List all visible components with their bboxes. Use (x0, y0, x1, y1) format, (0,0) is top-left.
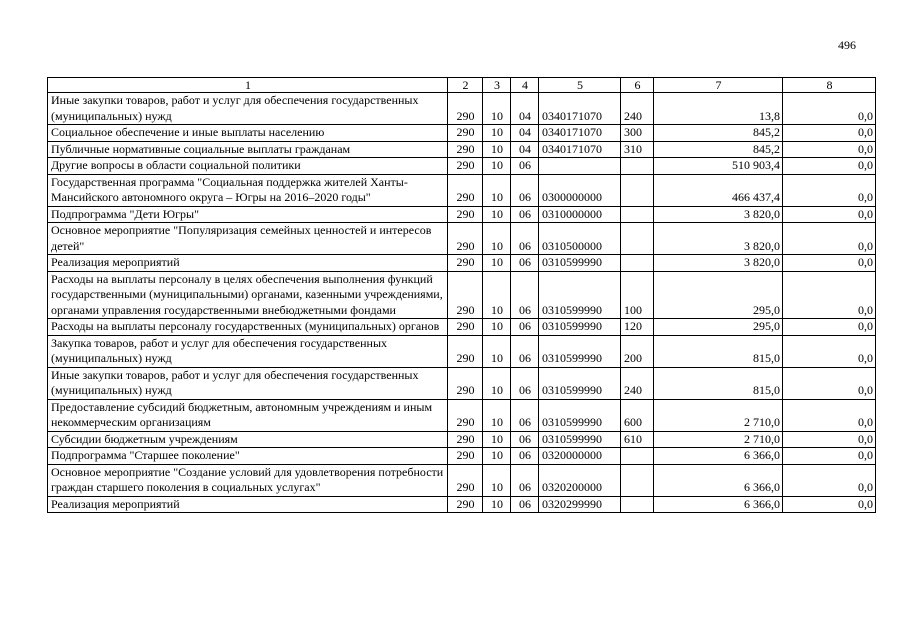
row-code-6-cell: 600 (621, 399, 654, 431)
row-code-5-cell: 0340171070 (539, 141, 621, 158)
row-code-6-cell (621, 464, 654, 496)
table-row (48, 367, 876, 399)
row-amount-7-cell: 845,2 (654, 125, 783, 142)
row-code-2-cell: 290 (448, 496, 483, 513)
table-row (48, 271, 876, 319)
row-amount-8-cell: 0,0 (783, 367, 876, 399)
row-code-4-cell: 06 (511, 399, 539, 431)
row-code-3-cell: 10 (483, 271, 511, 319)
table-row (48, 223, 876, 255)
row-amount-7-cell: 295,0 (654, 319, 783, 336)
row-code-4-cell: 06 (511, 319, 539, 336)
row-code-3-cell: 10 (483, 93, 511, 125)
row-code-3-cell: 10 (483, 223, 511, 255)
row-code-6-cell: 310 (621, 141, 654, 158)
row-code-4-cell: 06 (511, 464, 539, 496)
row-name-cell: Закупка товаров, работ и услуг для обеспечения государственных (муниципальных) нужд (48, 335, 448, 367)
row-amount-8-cell: 0,0 (783, 496, 876, 513)
column-header-5: 5 (539, 78, 621, 93)
row-code-6-cell: 100 (621, 271, 654, 319)
row-code-4-cell: 06 (511, 223, 539, 255)
row-code-2-cell: 290 (448, 93, 483, 125)
row-code-5-cell: 0310599990 (539, 399, 621, 431)
row-amount-7-cell: 3 820,0 (654, 206, 783, 223)
row-code-2-cell: 290 (448, 367, 483, 399)
row-amount-8-cell: 0,0 (783, 206, 876, 223)
table-row (48, 93, 876, 125)
row-name-cell: Государственная программа "Социальная поддержка жителей Ханты-Мансийского автономного округа – Югры на 2016–2020 годы" (48, 174, 448, 206)
column-header-3: 3 (483, 78, 511, 93)
row-code-6-cell (621, 174, 654, 206)
row-code-3-cell: 10 (483, 206, 511, 223)
row-code-5-cell: 0320299990 (539, 496, 621, 513)
table-row (48, 141, 876, 158)
row-code-4-cell: 04 (511, 125, 539, 142)
budget-table (47, 77, 876, 513)
row-code-4-cell: 04 (511, 93, 539, 125)
row-code-4-cell: 06 (511, 174, 539, 206)
row-amount-7-cell: 6 366,0 (654, 496, 783, 513)
table-row (48, 206, 876, 223)
row-code-4-cell: 04 (511, 141, 539, 158)
row-code-2-cell: 290 (448, 448, 483, 465)
row-amount-7-cell: 845,2 (654, 141, 783, 158)
row-code-4-cell: 06 (511, 496, 539, 513)
row-amount-7-cell: 6 366,0 (654, 448, 783, 465)
table-row (48, 431, 876, 448)
row-code-3-cell: 10 (483, 125, 511, 142)
row-code-4-cell: 06 (511, 158, 539, 175)
row-name-cell: Подпрограмма "Дети Югры" (48, 206, 448, 223)
row-code-2-cell: 290 (448, 206, 483, 223)
row-code-5-cell: 0310599990 (539, 367, 621, 399)
row-amount-8-cell: 0,0 (783, 255, 876, 272)
row-code-6-cell: 200 (621, 335, 654, 367)
row-code-5-cell: 0320000000 (539, 448, 621, 465)
row-code-3-cell: 10 (483, 448, 511, 465)
row-amount-7-cell: 3 820,0 (654, 223, 783, 255)
row-code-4-cell: 06 (511, 448, 539, 465)
row-name-cell: Подпрограмма "Старшее поколение" (48, 448, 448, 465)
row-name-cell: Иные закупки товаров, работ и услуг для обеспечения государственных (муниципальных) нужд (48, 367, 448, 399)
row-code-3-cell: 10 (483, 255, 511, 272)
row-code-3-cell: 10 (483, 158, 511, 175)
row-code-2-cell: 290 (448, 223, 483, 255)
row-code-5-cell: 0310599990 (539, 255, 621, 272)
row-code-5-cell: 0310599990 (539, 431, 621, 448)
row-code-3-cell: 10 (483, 335, 511, 367)
row-code-3-cell: 10 (483, 319, 511, 336)
row-amount-7-cell: 295,0 (654, 271, 783, 319)
table-row (48, 158, 876, 175)
row-code-4-cell: 06 (511, 431, 539, 448)
column-header-7: 7 (654, 78, 783, 93)
row-code-2-cell: 290 (448, 399, 483, 431)
header-row (48, 78, 876, 93)
column-header-6: 6 (621, 78, 654, 93)
page-number: 496 (838, 38, 856, 52)
row-amount-7-cell: 2 710,0 (654, 399, 783, 431)
row-code-5-cell (539, 158, 621, 175)
row-name-cell: Иные закупки товаров, работ и услуг для обеспечения государственных (муниципальных) нужд (48, 93, 448, 125)
row-code-5-cell: 0310599990 (539, 319, 621, 336)
row-amount-7-cell: 2 710,0 (654, 431, 783, 448)
column-header-4: 4 (511, 78, 539, 93)
row-code-2-cell: 290 (448, 319, 483, 336)
row-code-2-cell: 290 (448, 158, 483, 175)
row-name-cell: Основное мероприятие "Создание условий для удовлетворения потребности граждан старшего поколения в социальных услугах" (48, 464, 448, 496)
row-code-3-cell: 10 (483, 496, 511, 513)
row-amount-8-cell: 0,0 (783, 141, 876, 158)
row-code-5-cell: 0310599990 (539, 271, 621, 319)
row-code-6-cell: 120 (621, 319, 654, 336)
row-name-cell: Предоставление субсидий бюджетным, автономным учреждениям и иным некоммерческим организациям (48, 399, 448, 431)
row-code-4-cell: 06 (511, 255, 539, 272)
row-name-cell: Реализация мероприятий (48, 255, 448, 272)
row-name-cell: Субсидии бюджетным учреждениям (48, 431, 448, 448)
row-amount-7-cell: 466 437,4 (654, 174, 783, 206)
row-code-3-cell: 10 (483, 431, 511, 448)
row-name-cell: Основное мероприятие "Популяризация семейных ценностей и интересов детей" (48, 223, 448, 255)
row-code-5-cell: 0310599990 (539, 335, 621, 367)
row-amount-7-cell: 815,0 (654, 367, 783, 399)
table-row (48, 399, 876, 431)
row-code-3-cell: 10 (483, 399, 511, 431)
table-row (48, 496, 876, 513)
row-amount-8-cell: 0,0 (783, 174, 876, 206)
row-code-2-cell: 290 (448, 271, 483, 319)
row-code-6-cell (621, 206, 654, 223)
row-amount-8-cell: 0,0 (783, 431, 876, 448)
table-row (48, 448, 876, 465)
column-header-1: 1 (48, 78, 448, 93)
row-code-6-cell (621, 496, 654, 513)
row-code-4-cell: 06 (511, 206, 539, 223)
row-code-2-cell: 290 (448, 464, 483, 496)
row-code-4-cell: 06 (511, 367, 539, 399)
row-amount-7-cell: 510 903,4 (654, 158, 783, 175)
table-row (48, 255, 876, 272)
table-row (48, 335, 876, 367)
table-body (48, 78, 876, 513)
row-name-cell: Публичные нормативные социальные выплаты гражданам (48, 141, 448, 158)
row-amount-8-cell: 0,0 (783, 271, 876, 319)
row-code-5-cell: 0320200000 (539, 464, 621, 496)
row-code-3-cell: 10 (483, 174, 511, 206)
row-amount-7-cell: 815,0 (654, 335, 783, 367)
row-name-cell: Социальное обеспечение и иные выплаты населению (48, 125, 448, 142)
table-row (48, 319, 876, 336)
row-amount-8-cell: 0,0 (783, 335, 876, 367)
row-code-2-cell: 290 (448, 335, 483, 367)
row-amount-8-cell: 0,0 (783, 93, 876, 125)
row-code-3-cell: 10 (483, 367, 511, 399)
row-code-4-cell: 06 (511, 335, 539, 367)
row-code-4-cell: 06 (511, 271, 539, 319)
row-amount-8-cell: 0,0 (783, 319, 876, 336)
row-amount-8-cell: 0,0 (783, 158, 876, 175)
row-code-2-cell: 290 (448, 125, 483, 142)
row-amount-8-cell: 0,0 (783, 464, 876, 496)
column-header-2: 2 (448, 78, 483, 93)
row-code-6-cell: 240 (621, 367, 654, 399)
row-code-3-cell: 10 (483, 464, 511, 496)
row-code-5-cell: 0310000000 (539, 206, 621, 223)
row-amount-7-cell: 3 820,0 (654, 255, 783, 272)
row-code-2-cell: 290 (448, 174, 483, 206)
column-header-8: 8 (783, 78, 876, 93)
row-code-6-cell: 610 (621, 431, 654, 448)
row-code-5-cell: 0340171070 (539, 125, 621, 142)
row-code-6-cell (621, 158, 654, 175)
row-code-5-cell: 0340171070 (539, 93, 621, 125)
row-code-6-cell (621, 223, 654, 255)
row-code-2-cell: 290 (448, 141, 483, 158)
row-code-6-cell (621, 255, 654, 272)
row-name-cell: Расходы на выплаты персоналу в целях обеспечения выполнения функций государственными (муниципальными) органами, казенными учреждениями, органами управления государственными внебюджетными фондами (48, 271, 448, 319)
row-amount-8-cell: 0,0 (783, 125, 876, 142)
table-row (48, 174, 876, 206)
row-code-2-cell: 290 (448, 255, 483, 272)
row-name-cell: Расходы на выплаты персоналу государственных (муниципальных) органов (48, 319, 448, 336)
row-code-6-cell (621, 448, 654, 465)
row-amount-8-cell: 0,0 (783, 399, 876, 431)
table-row (48, 125, 876, 142)
row-name-cell: Реализация мероприятий (48, 496, 448, 513)
row-amount-7-cell: 13,8 (654, 93, 783, 125)
row-code-3-cell: 10 (483, 141, 511, 158)
row-amount-7-cell: 6 366,0 (654, 464, 783, 496)
row-amount-8-cell: 0,0 (783, 223, 876, 255)
row-amount-8-cell: 0,0 (783, 448, 876, 465)
row-name-cell: Другие вопросы в области социальной политики (48, 158, 448, 175)
row-code-6-cell: 240 (621, 93, 654, 125)
table-row (48, 464, 876, 496)
row-code-5-cell: 0310500000 (539, 223, 621, 255)
row-code-5-cell: 0300000000 (539, 174, 621, 206)
row-code-2-cell: 290 (448, 431, 483, 448)
row-code-6-cell: 300 (621, 125, 654, 142)
